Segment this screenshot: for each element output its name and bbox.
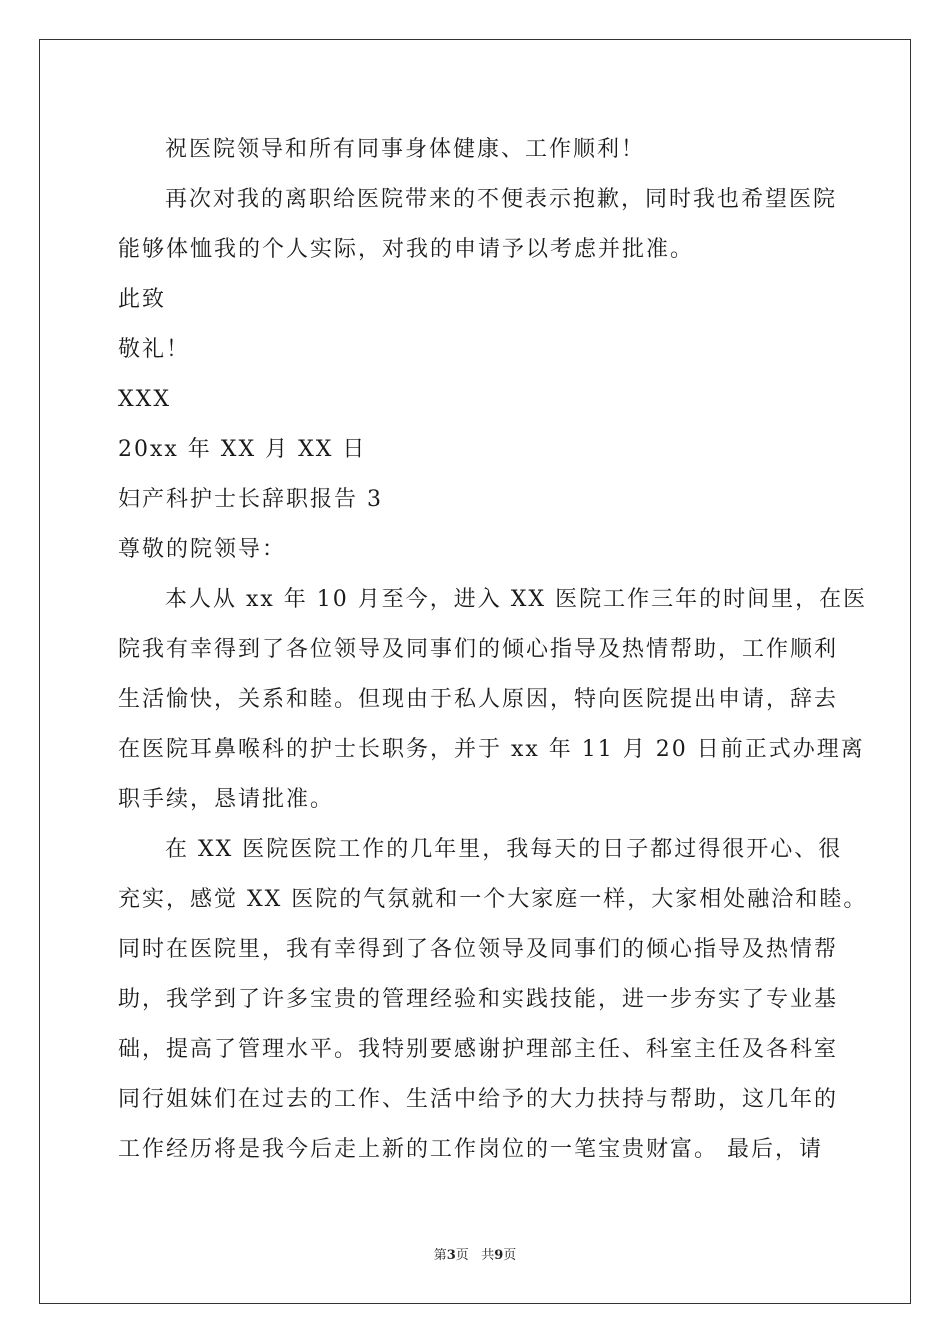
- paragraph-line: 职手续，恳请批准。: [118, 787, 335, 812]
- page-total: 9: [494, 1248, 504, 1263]
- total-unit: 页: [503, 1248, 517, 1263]
- page-unit: 页: [455, 1248, 469, 1263]
- paragraph-line: 同时在医院里，我有幸得到了各位领导及同事们的倾心指导及热情帮: [118, 937, 839, 962]
- signature-date: 20xx 年 XX 月 XX 日: [118, 437, 367, 462]
- paragraph-line: 再次对我的离职给医院带来的不便表示抱歉，同时我也希望医院: [165, 187, 838, 212]
- paragraph-line: 充实，感觉 XX 医院的气氛就和一个大家庭一样，大家相处融洽和睦。: [118, 887, 868, 912]
- page-footer: [0, 1246, 950, 1266]
- paragraph-line: 同行姐妹们在过去的工作、生活中给予的大力扶持与帮助，这几年的: [118, 1087, 839, 1112]
- closing-salutation: 此致: [118, 287, 167, 312]
- paragraph-line: 助，我学到了许多宝贵的管理经验和实践技能，进一步夯实了专业基: [118, 987, 839, 1012]
- paragraph-line: 本人从 xx 年 10 月至今，进入 XX 医院工作三年的时间里，在医: [165, 587, 868, 612]
- paragraph-line: 能够体恤我的个人实际，对我的申请予以考虑并批准。: [118, 237, 695, 262]
- signature-name: XXX: [118, 387, 171, 412]
- paragraph-line: 祝医院领导和所有同事身体健康、工作顺利！: [165, 137, 646, 162]
- total-prefix: 共: [481, 1248, 495, 1263]
- paragraph-line: 在医院耳鼻喉科的护士长职务，并于 xx 年 11 月 20 日前正式办理离: [118, 737, 865, 762]
- letter-greeting: 尊敬的院领导：: [118, 537, 287, 562]
- section-title: 妇产科护士长辞职报告 3: [118, 487, 383, 512]
- page-prefix: 第: [433, 1248, 447, 1263]
- paragraph-line: 院我有幸得到了各位领导及同事们的倾心指导及热情帮助，工作顺利: [118, 637, 839, 662]
- document-body: [118, 125, 868, 1175]
- paragraph-line: 在 XX 医院医院工作的几年里，我每天的日子都过得很开心、很: [165, 837, 843, 862]
- closing-regards: 敬礼！: [118, 337, 191, 362]
- page-current: 3: [446, 1248, 456, 1263]
- paragraph-line: 工作经历将是我今后走上新的工作岗位的一笔宝贵财富。 最后，请: [118, 1137, 823, 1162]
- paragraph-line: 础，提高了管理水平。我特别要感谢护理部主任、科室主任及各科室: [118, 1037, 839, 1062]
- paragraph-line: 生活愉快，关系和睦。但现由于私人原因，特向医院提出申请，辞去: [118, 687, 839, 712]
